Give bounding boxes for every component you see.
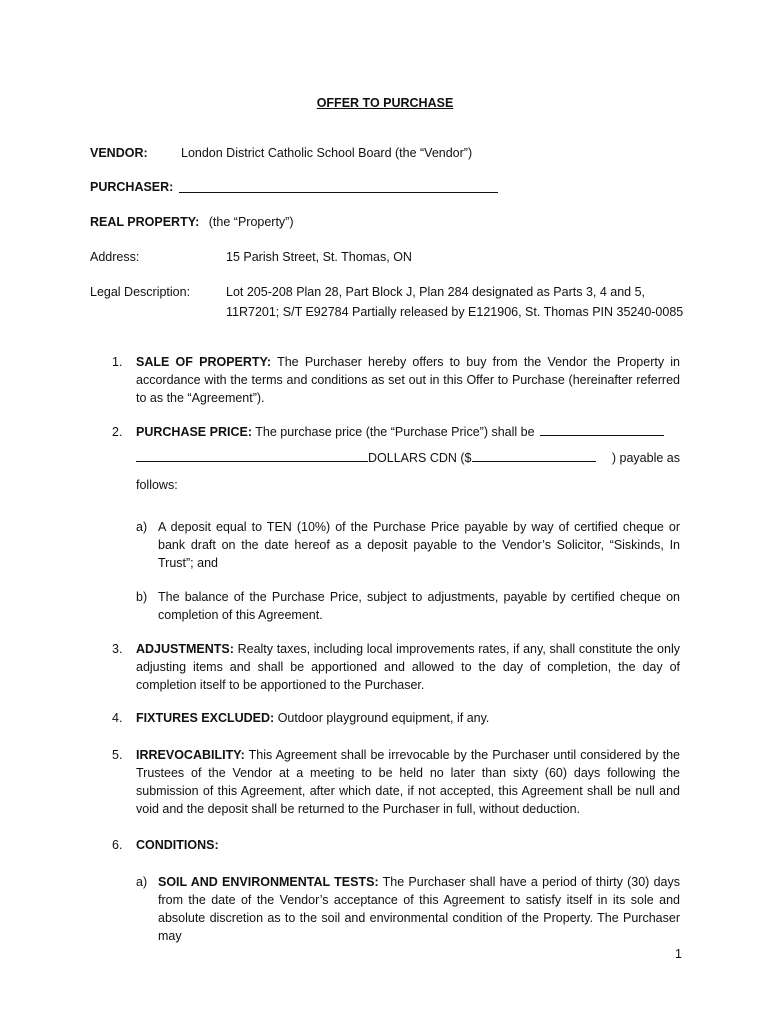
section-2-first-line bbox=[136, 423, 664, 441]
section-1-paragraph bbox=[136, 353, 680, 407]
legal-description-label: Legal Description: bbox=[90, 285, 191, 299]
section-5-number: 5. bbox=[112, 748, 123, 762]
real-property-value: (the “Property”) bbox=[208, 215, 294, 229]
address-value: 15 Parish Street, St. Thomas, ON bbox=[226, 250, 412, 264]
section-3-number: 3. bbox=[112, 642, 123, 656]
section-2b-text: The balance of the Purchase Price, subject to adjustments, payable by certified cheque on completion of this Agreement. bbox=[158, 590, 680, 622]
section-6a-letter: a) bbox=[136, 875, 148, 889]
vendor-label: VENDOR: bbox=[90, 146, 148, 160]
section-2-number: 2. bbox=[112, 425, 123, 439]
section-6a-heading: SOIL AND ENVIRONMENTAL TESTS: bbox=[158, 875, 379, 889]
section-4-heading: FIXTURES EXCLUDED: bbox=[136, 711, 275, 725]
legal-description-line-2: 11R7201; S/T E92784 Partially released by E121906, St. Thomas PIN 35240-0085 bbox=[226, 305, 684, 319]
section-3-paragraph bbox=[136, 640, 680, 694]
section-4-number: 4. bbox=[112, 711, 123, 725]
section-3-text: Realty taxes, including local improvements rates, if any, shall constitute the only adjusting items and shall be apportioned and allowed to the day of completion, the day of completion itself to be apportioned to the Purchaser. bbox=[136, 642, 680, 692]
section-2-text: The purchase price (the “Purchase Price”) shall be bbox=[255, 425, 535, 439]
page-number: 1 bbox=[675, 947, 682, 961]
vendor-value: London District Catholic School Board (the “Vendor”) bbox=[181, 146, 473, 160]
section-6-heading: CONDITIONS: bbox=[136, 838, 219, 852]
section-2-dollars-line bbox=[136, 449, 680, 467]
payable-as-text: ) payable as bbox=[611, 451, 680, 465]
section-2b-letter: b) bbox=[136, 590, 148, 604]
section-2-heading: PURCHASE PRICE: bbox=[136, 425, 252, 439]
price-number-blank-line bbox=[472, 449, 596, 462]
section-6a-paragraph bbox=[158, 873, 680, 945]
purchaser-blank-line bbox=[179, 192, 498, 193]
dollars-cdn-text: DOLLARS CDN ($ bbox=[368, 451, 472, 465]
section-1-heading: SALE OF PROPERTY: bbox=[136, 355, 272, 369]
section-4-text: Outdoor playground equipment, if any. bbox=[277, 711, 490, 725]
section-4-paragraph bbox=[136, 709, 680, 727]
section-1-text: The Purchaser hereby offers to buy from the Vendor the Property in accordance with the terms and conditions as set out in this Offer to Purchase (hereinafter referred to as the “Agreement”). bbox=[136, 355, 681, 405]
section-6a-text: The Purchaser shall have a period of thirty (30) days from the date of the Vendor’s acceptance of this Agreement to satisfy itself in its sole and absolute discretion as to the soil and environmental condition of the Property. The Purchaser may bbox=[158, 875, 680, 943]
document-title: OFFER TO PURCHASE bbox=[316, 96, 454, 110]
section-1-number: 1. bbox=[112, 355, 123, 369]
real-property-row bbox=[90, 213, 294, 231]
section-5-heading: IRREVOCABILITY: bbox=[136, 748, 245, 762]
legal-description-line-1: Lot 205-208 Plan 28, Part Block J, Plan 284 designated as Parts 3, 4 and 5, bbox=[226, 285, 646, 299]
section-5-text: This Agreement shall be irrevocable by the Purchaser until considered by the Trustees of the Vendor at a meeting to be held no later than sixty (60) days following the submission of this Agreement, after which date, if not accepted, this Agreement shall be null and void and the deposit shall be returned to the Purchaser in full, without deduction. bbox=[136, 748, 681, 816]
section-2a-letter: a) bbox=[136, 520, 148, 534]
real-property-label: REAL PROPERTY: bbox=[90, 215, 200, 229]
section-6-number: 6. bbox=[112, 838, 123, 852]
section-2-follows: follows: bbox=[136, 478, 178, 492]
purchaser-label: PURCHASER: bbox=[90, 180, 174, 194]
price-blank-line bbox=[540, 423, 664, 436]
price-words-blank-line bbox=[136, 449, 368, 462]
address-label: Address: bbox=[90, 250, 140, 264]
section-5-paragraph bbox=[136, 746, 680, 818]
section-2a-text: A deposit equal to TEN (10%) of the Purchase Price payable by way of certified cheque or bank draft on the date hereof as a deposit payable to the Vendor’s Solicitor, “Siskinds, In Trust”; and bbox=[158, 520, 680, 570]
section-3-heading: ADJUSTMENTS: bbox=[136, 642, 234, 656]
